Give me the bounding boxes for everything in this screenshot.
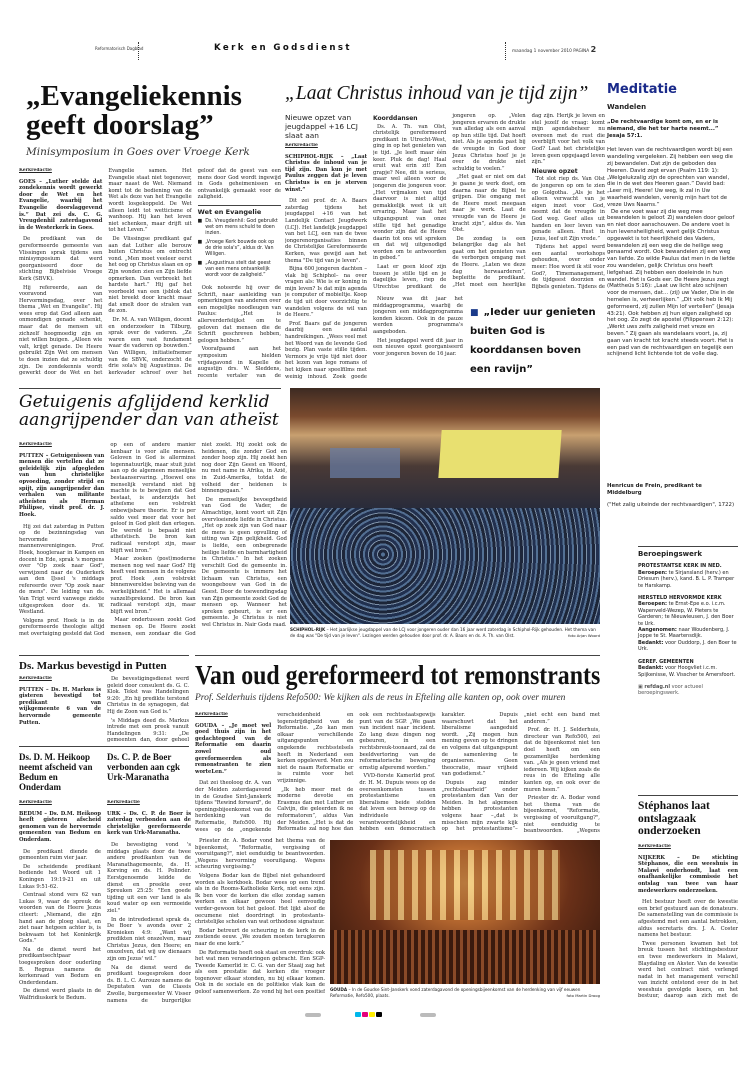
paragraph: De dienst werd plaats in de Walfridiuskerk te Bedum. <box>19 988 101 1002</box>
caption-place: SCHIPHOL-RIJK <box>290 627 326 632</box>
call-details: te Sirjansland (herv.) en Driesum (herv.), kand. B. L. P. Tramper te Harskamp. <box>638 569 735 589</box>
paragraph: Het bestuur heeft over de kwestie een brief gestuurd aan de donateurs. De samenstelling van de commissie is afgestemd met een aantal betrokken, aldus secretaris drs. J. A. Coster namens het bestuur. <box>638 899 738 939</box>
paragraph: Dr. M. A. van Willigen, docent en onderzoeker in Tilburg, sprak over de vaderen. „Ze waren een vast fundament waar de vaderen op bouwden.” Van Willigen, initiatiefnemer van de SBVK, onderzocht de drie sola's bij Augustinus. De kerkvader schreef over het geloof dat de geest van een mens door God wordt ingewijd in Gods geheimenissen en ontvankelijk gemaakt voor de zaligheid. <box>108 168 281 376</box>
fact-box <box>198 205 281 281</box>
paragraph: De menselijke bevoegdheid van God de Vader, de Almachtige, komt voort uit Zijn overvloeiende liefde in Christus. „Het op zoek zijn van God naar de mens is geen opvulling of uiting van Zijn gelijkheid. God is liefde, een onbegrensde heilige liefde en barmhartigheid in Christus.” In het zoeken verschilt God de gemeente in. De gemeente is immers het lichaam van Christus, een woongebouw van God in de Geest. Door de toewendingsdag van Zijn gemeente zoekt God de mensen op. Wanneer het spreken gebeurt, is er een gemeente. Je Christus is niet wel Christus in. Nair Gods raad. <box>201 496 287 629</box>
source: ("Het zalig uiteinde der rechtvaardigen", 1722) <box>607 501 735 508</box>
call-type: Aangenomen: <box>638 627 677 634</box>
paragraph: De zondag is een belangrijke dag als het gaat om het genieten van de verborgen omgang met de Heere. „Laten we deze dag herwaarderen”, bepleitte de predikant. „Het moet een heerlijke dag zijn. Herijk je leven en stel jezelf de vraag: komt mijn agendabeheer nu overeen met de rust die overblijft voor het volk van God? Laat het christelijke leven geen opgejaagd leven zijn.” <box>452 113 605 288</box>
column-title: Wandelen <box>607 103 647 111</box>
paragraph: Tot slot riep ds. Van Olst de jongeren op om te zien op Golgotha. „Als je het alleen verwacht van je eigen inzet voor God, neemt dat de vreugde in God weg. Geef alles uit handen en leer leven van genade alleen. Rust in Jezus, leef uit Zijn vrede.” <box>531 176 605 242</box>
headline: Getuigenis afglijdend kerklid aangrijpender dan van atheïst <box>19 392 279 430</box>
photo-credit: foto Martin Droog <box>566 992 600 998</box>
paragraph: De bevestigingsdienst werd geleid door consulent ds. G. C. Klok. Tekst was Handelingen 9:20: „En hij predikte terstond Christus in de synagogen, dat Hij de Zoon van God is.” <box>107 676 189 715</box>
headline: Ds. C. P. de Boer verbonden aan cgk Urk-Maranatha <box>107 752 181 782</box>
byline: Kerkredactie <box>285 143 318 148</box>
caption-text: – Het jaarlijkse jeugdappel van de LCJ voor jongeren ouder dan 16 jaar werd zaterdag in Schiphol-Rijk gehouden. Het thema van de dag was "De tijd van je leven". Lezingen werden gehouden door prof. dr. A. Baars en ds. A. Th. van Olst. <box>290 627 596 638</box>
meditation-column <box>607 82 735 509</box>
church-name: PROTESTANTSE KERK IN NED. <box>638 563 722 570</box>
kicker-block <box>285 113 367 140</box>
byline: Kerkredactie <box>195 712 228 717</box>
color-swatch <box>376 1012 382 1017</box>
byline: Kerkredactie <box>19 676 52 681</box>
paragraph: „Ik heb meer met de moderne devotie en Erasmus dan met Luther en Calvijn, die geleerden ik ne reformatoren”, aldus Van der Meiden. „Het is dat de Reformatie zal nog hoe dan ook een rechtsstaatsgewijs punt van de SGP. „We gaan van incident naar incident. Zo lang deze dingen nog gebeuren, in een rechtsbreuk-toonaard, zal de beeldvertoring van de reformatorische beweging ernstig afgeremd worden.” <box>277 712 436 833</box>
paragraph: De predikant van de gereformeerde gemeente van Vlissingen sprak tijdens een minisymposium dat werd georganiseerd door de stichting Bijbelvisie Vroege Kerk (SBVK). <box>19 236 103 282</box>
byline: Kerkredactie <box>19 442 52 447</box>
color-bar <box>355 1012 383 1017</box>
bible-quote: „De rechtvaardige komt om, en er is niemand, die het ter harte neemt...” Jesaja 57:1. <box>607 119 719 139</box>
congregation <box>330 930 600 984</box>
paragraph: Centraal stond vers 62 van Lukas 9, waar de spreuk de woorden van de Heere Jezus citeert: „Niemand, die zijn hand aan de ploeg slaat, en ziet naar hetgeen achter is, is bekwaam tot het Koninkrijk Gods.” <box>19 892 101 945</box>
call-type: Bedankt: <box>638 639 664 646</box>
paragraph: Het leven van de rechtvaardigen wordt bij een wandeling vergeleken. Zij hebben een weg die zij bewandelen. Dat zijn de geboden des Heeren. David zegt ervan (Psalm 119: 1): „Welgelukzalig zijn de oprechten van wandel, die in de wet des Heeren gaan.” David bad: „Leer mij, Heere! Uw weg, ik zal in Uw waarheid wandelen, verenig mijn hart tot de vreze Uws Naams.” <box>607 147 733 208</box>
article-body <box>19 800 101 1010</box>
paragraph: Maar zoeken (post)moderne mensen nog wel naar God? Hij heeft veel mensen in de volgens prof. Hoek ,een volstrekt binnenwereldse beleving van de werkelijkheid.” Het is allemaal vanzelfsprekend. De bron kan radicaal verstopt zijn, maar blijft wel bron.” <box>110 556 196 615</box>
subtitle: Prof. Selderhuis tijdens Refo500: We kijken als de reus in Efteling alle kanten op, ook over muren <box>195 693 566 703</box>
lead: SCHIPHOL-RIJK – „Laat Christus de inhoud van je tijd zijn. Dan kun je met Paulus zeggen dat je leven Christus is en je sterven winst.” <box>285 153 367 193</box>
headline: „Evangeliekennis geeft doorslag” <box>26 80 242 141</box>
paragraph: VVD-fiorste Kamerlid prof. dr. H. M. Dupuis wees op de overeenkomsten tussen protestantisme en liberalisme beide stelden dat leven een beroep op de individuele verantwoordelijkheid en hebben een democratisch karakter. Dupuis waarschuwt dat het liberalisme aangeduid wordt. „Zij mogen hun mening geven op te dringen en volgens dat uitgangspunt de samenleving te organiseren. Geen theocratie, maar vrijheid van godsdienst.” <box>359 712 518 833</box>
article-body-continued <box>373 113 605 293</box>
paragraph: Het jeugdappel werd dit jaar in een nieuwe opzet georganiseerd voor jongeren boven de 16 jaar. <box>373 337 463 357</box>
paragraph: De Vlissingse predikant gaf aan dat Luther alle berouw buiten Christus om ontrecht vond. „Men moet veeleer eerst het oog op Christus slaan en op Zijn wonden zien en Zijn liefde opmerken. Dan verbreekt het hardste hart.” Hij gaf het voorbeeld van een ijsblok dat niet breekt door kracht maar dat smelt door de stralen van de zon. <box>108 235 192 315</box>
call-details: voor Hoogvliet i.c.m. Spijkenisse, W. Visscher te Amersfoort. <box>638 665 736 678</box>
paper-name: Reformatorisch Dagblad <box>95 46 144 51</box>
byline: Kerkredactie <box>19 168 52 173</box>
article-body <box>19 168 281 380</box>
paragraph: Na de dienst werd de predikant toegesproken door ds. B. L. C. Aurouze namens de Deputaten van de Classis Zwolle, burgemeester W. Visser namens de burgerlijke <box>107 964 191 1004</box>
lead: NIJKERK – De stichting Stéphanos, die een weeshuis in Malawi onderhoudt, laat een onafhankelijke commissie het ontslag van twee van haar medewerkers onderzoeken. <box>638 854 738 894</box>
paragraph: Priester dr. A. Bodar vond het thema van de bijeenkomst, "Reformatie, vergissing of vooruitgang?", niet eenduidig te beantwoorden. „Wegens <box>523 795 600 835</box>
paragraph: Prof. dr. H. J. Selderhuis, directeur van Refo500, zei dat de bijeenkomst niet ten doel heeft om een gezamenlijke herdenking van. „Als je geen vriend met iedereen. Wij kijken zoals de reus in de Efteling alle kanten op, en ook over de muren heen.” <box>523 727 600 793</box>
square-bullet-icon: ■ <box>470 308 479 318</box>
lead: BEDUM – Ds. D.M. Heikoop heeft gisteren afscheid genomen van de hervormde gemeenten van Bedum en Onderdam. <box>19 810 101 843</box>
photo-credit: foto Arjan Woord <box>568 632 600 638</box>
byline: Kerkredactie <box>638 844 671 849</box>
paragraph: De ene voet waar zij die weg mee bewandelen is geloof. Zij wandelen door geloof en niet door aanschouwen. De andere voet is hun levensheiligheid, want gelijk Christus opgewekt is tot heerlijkheid des Vaders, bewandelen zij een weg die de heilige weg genaamd wordt. Ook bewandelen zij een weg van liefde. Zo wilde Paulus dat men in de liefde zou wandelen, gelijk Christus ons heeft liefgehad. Zij hebben een doeleinde in hun wandel. Het is Gods eer. De Heere Jezus zegt (Mattheüs 5:16): „Laat uw licht alzo schijnen voor de mensen, dat... (zij) uw Vader, Die in de hemelen is, verheerlijken.” „Dit volk heb Ik Mij geformeerd, zij zullen Mijn lof vertellen” (Jesaja 43:21). Ook hebben zij hun eigen zaligheid op het oog. Zo zegt de apostel (Filippensen 2:12): „Werkt uws zelfs zaligheid met vreze en beven.” Zij gaan als wandelaars voort, ja, zij gaan van kracht tot kracht steeds voort. Het is een pad van de rechtvaardigen en tegelijk een schijnend licht lichtende tot de volle dag. <box>607 208 735 358</box>
article-evangeliekennis <box>26 82 278 158</box>
paragraph: De Reformatie heeft ook staat en overdruk: ook het wat men veranderingen gebracht. Een SGP-Tweede Kamerlid ir. C. G. van der Staaij zag het als een prestatie dat kerken die vroeger tegenover elkaar stonden, nu bij elkaar komen. Ook in de sociale en de politieke vlak kan de geloof samenwerken. Zo vond hij het een positief <box>195 949 325 996</box>
paragraph: Ook noteerde hij over de Schrift, naar aanleiding van opmerkingen van anderen over een mogelijke noodleugen van Paulus: „Het is allerverderfelijkst om te geloven dat mensen die de Schrift geschreven hebben, gelogen hebben.” <box>197 284 281 344</box>
call-type: Bedankt: <box>638 665 664 672</box>
paragraph: Volgens prof. Hoek is in de gereformeerde theologie altijd met overtuiging gesteld dat God op een of andere manier kenbaar is voor alle mensen. Geloven in God is allerminst tegennatuurlijk, maar stuit juist aan op de algemeen menselijke bestaanservaring. „Hoewel ons menselijk verstand niet bij machte is te bewijzen dat God bestaat, is anderzijds het atheïsme een volstrekt onbewijsbare theorie. Er is per saldo veel meer dat voor het geloof in God pleit dan ertegen. De wereld is bepaald niet atheïstisch. De bron kan radicaal verstopt zijn, maar blijft wel bron.” <box>19 442 196 638</box>
fact-box-item-text: „Augustinus stelt dat geest van een mens ontvankelijk wordt voor de zaligheid.” <box>205 260 271 278</box>
photo-caption <box>290 627 600 638</box>
paragraph: Hij refereerde, aan de vooravond van Hervormingsdag, over het thema „Wet en Evangelie”. Hij wees erop dat God alleen aan onmondigen genade schenkt, maar dat de mensen uit zichzelf hoogmoedig zijn en niet willen buigen. „Alleen wie valt, krijgt genade. De Heere gebruikt Zijn Wet om mensen te doen inzien dat ze schuldig zijn. De zondekennis wordt gewerkt door de Wet en het Evangelie samen. Het Evangelie staat niet tegenover, maar naast de Wet. Niemand komt tot de bediening van de Wet als deze van het Evangelie wordt losgekoppeld. De Wet alleen leidt tot wetticisme of wanhoop. Hij kan het leven niet schenken, maar drijft uit tot het Leven.” <box>19 168 192 377</box>
paragraph: Ds. A. Th. van Olst, christelijk gereformeerd predikant in Utrecht-West, ging in op het genieten van je tijd. „Je leeft maar één keer. Pluk de dag! Haal eruit wat erin zit! Een grapje? Nee, dit is serieus, maar wel alleen voor de jongeren die jongeren voor. „Het vrijmaken van tijd daarvoor is niet altijd gemakkelijk weet ik uit ervaring. Maar laat het uitgangspunt van onze stille tijd het genadige wonder zijn dat de Heere daarin tot ons wil spreken en dat wij uitgenodigd worden om te antwoorden in gebed.” <box>373 123 447 262</box>
kicker: Nieuwe opzet van jeugdappel +16 LCJ slaat aan <box>285 113 358 140</box>
paragraph: De predikant diende de gemeenten ruim vier jaar. <box>19 848 101 862</box>
divider <box>19 388 281 389</box>
registration-mark <box>420 1013 436 1017</box>
paragraph: Bijna 600 jongeren dachten –vlak bij Schiphol– na over vragen als: Wie is er koning in mijn leven? Is dat mijn agenda je computer of mobieltje. Koop de tijd uit door voorzichtig te wandelen volgens de wil van de Heere.” <box>285 266 367 319</box>
divider <box>638 546 738 547</box>
article-body <box>285 143 367 383</box>
paragraph: Hij zei dat zaterdag in Putten op de bezinningsdag van hervormde mannenverenigingen. Prof. Hoek, hoogleraar in Kampen en docent in Ede, sprak 's morgens over "Op zoek naar God", verwijzend naar de Ouderkerk aan den IJssel 's middags refereerde over "Op zoek naar de mens". De leiding van ds. Van Trigt werd vanwege ziekte uitgesproken door ds. W. Westland. <box>19 523 105 616</box>
headline: Van oud gereformeerd tot remonstrants <box>195 660 601 690</box>
square-bullet-icon: ■ <box>197 260 203 266</box>
page-date <box>512 45 596 54</box>
call-details: te Ernst-Epe e.o. i.c.m. Wapenveld-Wezep, W. Pieters te Garderen; te Nieuwleusen, J. den Boer te Urk. <box>638 601 734 627</box>
paragraph: Twee personen kwamen het tot breuk tussen het stichtingsbestuur en twee medewerkers in Malawi, Blaydaling en Akster. Van de kwestie werd het contract niet verlengd nadat in het management verschil van inzicht ontstond over de in het weeshuis gevolgde koers, en het bestuur, daarop aan zich met de <box>638 940 738 1000</box>
article-body <box>107 800 191 1010</box>
lead: GOES – „Luther stelde dat zondekennis wordt gewerkt door de Wet en het Evangelie, waarbij het Evangelie doorslaggevend is.” Dat zei ds. C. G. Vreugdenhil zaterdagavond in de Westerkerk in Goes. <box>19 178 103 231</box>
subhead: Koorddansen <box>373 115 418 122</box>
caption-place: GOUDA <box>330 987 348 992</box>
fact-box-title: Wet en Evangelie <box>197 207 262 216</box>
photo-youth-rally <box>290 388 600 624</box>
square-bullet-icon: ■ <box>197 218 203 224</box>
paragraph: Dupuis zag minder „rechtsbaarheid” onder protestanten dan Van der Meiden. In het algemeen hebben protestanten volgens haar –„dat is misschien mijn zwarte kijk op het protestantisme”– „niet echt een band met anderen.” <box>441 712 600 833</box>
paragraph: 's Middags deed ds. Markus intrede met een preek vanuit Handelingen 9:31: „De gemeenten dan, door geheel <box>107 717 189 744</box>
color-swatch <box>362 1012 368 1017</box>
paragraph: Laat er geen kloof zijn tussen je stille tijd en je dagelijks leven, riep de Utrechtse predikant de jongeren op. „Velen jongeren ervaren de drukte van alledag als een aanval op hun stille tijd. Dat hoeft niet. Als je agenda past bij de vreugde in God door Jezus Christus hoef je je over de drukte niet schuldig te voelen.” <box>373 113 526 290</box>
caption-text: – In de Goudse Sint-Janskerk vond zaterdagavond de openingsbijeenkomst van de herdenking van vijf eeuwen Reformatie, Refo500, plaats. <box>330 987 581 998</box>
author: Henricus de Frein, predikant te Middelburg <box>607 483 702 497</box>
registration-mark <box>305 1013 321 1017</box>
paragraph: Prof. Baars gaf de jongeren daarbij een aantal handreikingen. „Wees veel met het Woord van de levende God bezig. Plan vaste stille tijden. Vermors je vrije tijd niet door het lezen van lege romans of het kijken naar speelfilms met weinig inhoud. Zoek goede <box>285 320 367 380</box>
paragraph: Voorafgaand aan het symposium hielden vrijdagavond in Kapelle de augustijn drs. W. Sleddens, recente vertaler van de <box>197 346 281 379</box>
call-details: voor Ouddorp, J. den Boer te Urk. <box>638 639 737 653</box>
article-body <box>195 712 600 836</box>
fact-box-item <box>198 240 281 258</box>
byline: Kerkredactie <box>19 800 52 805</box>
lead: PUTTEN – Getuigenissen van mensen die vertellen dat ze geleidelijk zijn afgegleden van hun christelijke opvoeding, zonder strijd en spijt, zijn aangrijpender dan verhalen van militante atheïsten als Herman Philipse, vindt prof. dr. J. Hoek. <box>19 452 105 518</box>
page-number: 2 <box>590 45 597 54</box>
calls-section <box>638 595 738 653</box>
audience <box>290 508 600 624</box>
fact-box-item-text: „Vroege Kerk bouwde ook op de drie sola's”, aldus dr. Van Willigen. <box>205 239 275 257</box>
header-divider <box>505 42 506 60</box>
paragraph: Na de dienst werd het predikantsechtpaar toegesproken door ouderling B. Regnus namens de kerkenraad van Bedum en Onderdendam. <box>19 946 101 986</box>
paragraph: In de intrededienst sprak ds. De Boer 's avonds over 2 Kronieken 4:9: „Want wij predikten niet onszelven, maar Christus Jezus, den Heere; en onszelven, dat wij uw dienaars zijn om Jezus' wil.” <box>107 916 191 963</box>
paragraph: Bodar betreurt de scheuring in de kerk in de zestiende eeuw. „We zouden moeten terugkeren naar de ene kerk.” <box>195 927 325 947</box>
subtitle: Minisymposium in Goes over Vroege Kerk <box>26 146 250 158</box>
divider <box>638 795 738 796</box>
color-swatch <box>355 1012 361 1017</box>
pull-quote-text: „Ieder uur genieten buiten God is koorddansen boven een ravijn” <box>470 307 596 375</box>
subhead: Nieuwe opzet <box>531 167 578 175</box>
fact-box-item <box>198 261 281 279</box>
calls-column <box>638 551 738 697</box>
headline: „Laat Christus inhoud van je tijd zijn” <box>285 83 589 104</box>
photo-sint-janskerk <box>330 840 600 984</box>
lead: PUTTEN – Ds. H. Markus is gisteren bevestigd tot predikant van wijkgemeente 6 van de hervormde gemeente Putten. <box>19 686 101 726</box>
paragraph: Volgens Bodar kan de Bijbel niet gehandeerd worden als kerkboek. Bodar wees op een trend als in de Rooms-Katholieke Kerk, niet eens zijn. Ik ben voor de kerken die elke zondag samen werken en elkaar gewoon heel eenvoudig verder-gewoon tot het geloof. Het lijkt alsof de oecumene niet doordringt in protestants-christelijke scholen van wat orthodoxe signatuur. <box>195 872 325 926</box>
divider <box>19 655 189 656</box>
church-name: GEREF. GEMEENTEN <box>638 658 694 665</box>
article-body <box>19 676 189 744</box>
fact-box-item <box>198 219 281 237</box>
projection-screen <box>330 448 400 478</box>
paragraph: Priester dr. A. Bodar vond het thema van de bijeenkomst, "Reformatie, vergissing of vooruitgang?", niet eenduidig te beantwoorden. „Wegens hervorming vooruitgang. Wegens scheuring vergissing.” <box>195 838 325 871</box>
paragraph: Dat zei theoloog dr. A. van der Meiden zaterdagavond in de Goudse Sint-Janskerk tijdens "Rewind forward", de openingsbijeenkomst van de herdenking van de Reformatie, Refo500. Hij wees op de „ongekende verscheidenheid en tegenstrijdigheid van de Reformatie. „Zo kan men olkaar verschillende uitgangspunten en ongekende rechtsstelsels heeft in Nederland een kerken opgeleverd. Men zou niet de naam Reformatie er is ruimte voor het vrijzinnige. <box>195 712 354 833</box>
paragraph: „Het gaat er niet om dat je gaane je werk doet, om daarna naar de Bijbel te grijpen. Die omgang met de Heere moet meegaan naar je werk. Laat de vreugde van de Heere je kracht zijn”, aldus ds. Van Olst. <box>452 174 526 234</box>
call-details: naar Woudenberg, J. Joppe te St. Maartensdijk. <box>638 627 730 640</box>
projection-screen <box>438 430 561 478</box>
headline: Ds. D. M. Heikoop neemt afscheid van Bedum en Onderdam <box>19 752 93 792</box>
article-body <box>638 844 738 1012</box>
calls-section <box>638 563 738 589</box>
color-swatch <box>369 1012 375 1017</box>
refdag-logo-icon: ▣ <box>638 683 643 690</box>
headline: Stéphanos laat ontslagzaak onderzoeken <box>638 800 710 837</box>
paragraph: Tijdens het appel werd een aantal workshops gehouden, over onder meer: Hoe word ik stil voor God?, Timemanagement, de tijdgeest doorzien en Bijbels genieten. Tijdens de <box>531 244 605 290</box>
section-title: Kerk en Godsdienst <box>214 43 352 53</box>
photo-caption <box>330 987 600 998</box>
call-type: Beroepen: <box>638 569 668 576</box>
square-bullet-icon: ■ <box>197 239 203 245</box>
fact-box-item-text: Ds. Vreugdenhil: God gebruikt wet om mens schuld te doen inzien. <box>205 218 278 236</box>
pull-quote <box>470 300 600 376</box>
divider <box>19 746 189 747</box>
calls-section <box>638 659 738 678</box>
paragraph: Nieuw was dit jaar het middagprogramma, waarbij de jongeren een middagprogramma konden kiezen. Ook in de pauze werden programma's aangeboden. <box>373 296 463 335</box>
paragraph: Maar ondertussen zoekt God mensen op. De Heere zoekt mensen, een zondaar die God niet zoekt. Hij zoekt ook de heidenen, die zonder God en zonder hoop zijn. Hij zoekt hen nog door Zijn Geest en Woord, nu met name in Afrika, in Azië, in Zuid-Amerika, totdat de volheid der heidenen is binnengegaan.” <box>110 442 287 637</box>
lead: URK – Ds. C. P. de Boer is zaterdag verbonden aan de christelijke gereformeerde kerk van Urk-Maranatha. <box>107 810 191 837</box>
column-label: Meditatie <box>607 82 677 97</box>
footer-text: voor actueel beroepingswerk. <box>638 683 703 697</box>
headline: Ds. Markus bevestigd in Putten <box>19 660 167 672</box>
article-body-extra <box>373 296 463 382</box>
call-type: Beroepen: <box>638 601 668 608</box>
article-body-continued <box>195 838 325 1008</box>
article-body <box>19 442 287 642</box>
site-link[interactable]: refdag.nl <box>644 683 671 690</box>
paragraph: De bevestiging vond 's middags plaats door de twee andere predikanten van de Maranathagemeente, ds. H. Korving en ds. H. Polinder. Eerstgenoemde leidde de dienst en preekte over Spreuken 25:25: "Een goede tijding uit een ver land is als koud water op een vermoeide ziel." <box>107 841 191 914</box>
header-divider <box>138 42 139 60</box>
church-windows <box>370 850 560 920</box>
divider <box>195 655 600 656</box>
date-text: maandag 1 november 2010 PAGINA <box>512 49 590 54</box>
byline: Kerkredactie <box>107 800 140 805</box>
paragraph: Dit zei prof. dr. A. Baars zaterdag tijdens het jeugdappel +16 van het Landelijk Contact Jeugdwerk (LCJ). Het landelijk jeugdappel van het LCJ, een van de twee jongerenorganisaties binnen de Christelijke Gereformeerde Kerken, was gewijd aan het thema "De tijd van je leven". <box>285 198 367 264</box>
lead: GOUDA – „Je moet wel goed thuis zijn in het gedachtegoed van de Reformatie om daarin zowel oud gereformeerden als remonstranten te zien worteLen.” <box>195 722 272 775</box>
church-name: HERSTELD HERVORMDE KERK <box>638 595 722 602</box>
column-title: Beroepingswerk <box>638 550 702 558</box>
paragraph: De scheidende predikant bediende het Woord uit 1 Koningen 19:19-21 en uit Lukas 9:51-62. <box>19 863 101 890</box>
